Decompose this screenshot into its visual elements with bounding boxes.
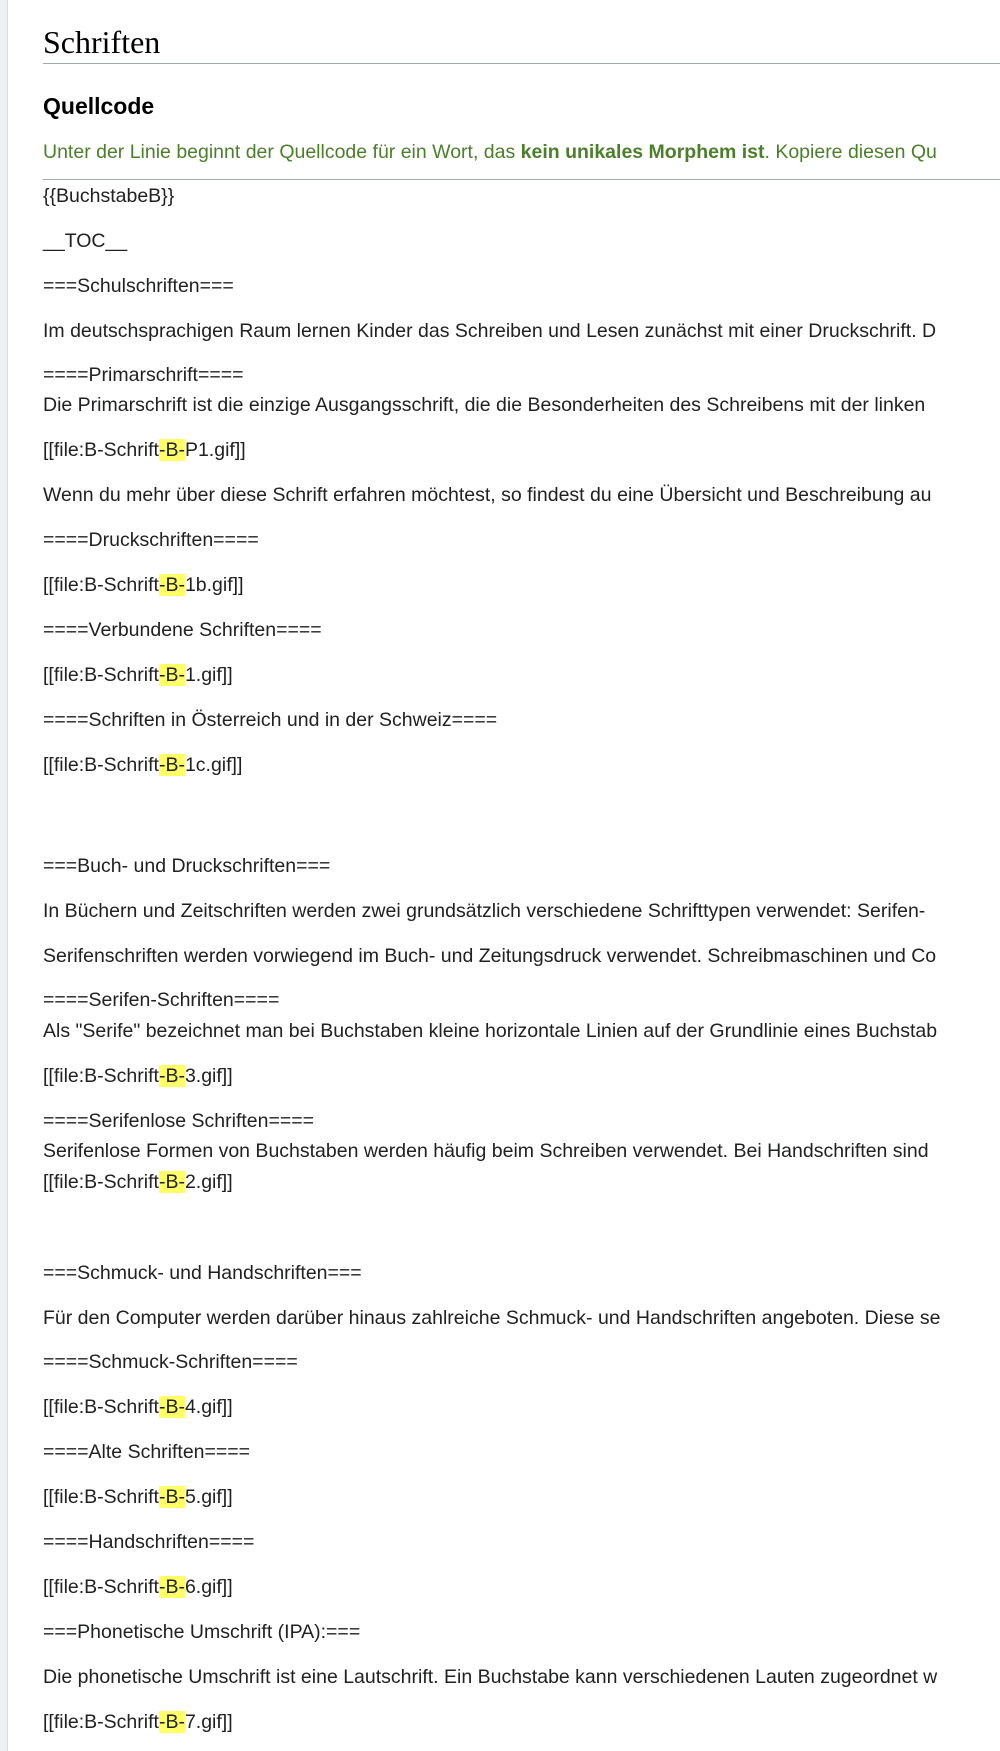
file-link-line [43, 1063, 233, 1089]
file-link-line [43, 1169, 233, 1195]
source-line: In Büchern und Zeitschriften werden zwei grundsätzlich verschiedene Schrifttypen verwendet: Serifen- [43, 900, 926, 922]
file-link-suffix: 1c.gif]] [184, 754, 243, 776]
notice-text-start: Unter der Linie beginnt der Quellcode für ein Wort, das [43, 141, 521, 163]
file-link-prefix: [[file:B-Schrift [43, 754, 159, 776]
source-line: Als "Serife" bezeichnet man bei Buchstaben kleine horizontale Linien auf der Grundlinie eines Buchstab [43, 1020, 938, 1042]
source-line: ====Handschriften==== [43, 1531, 255, 1553]
file-link-line [43, 572, 244, 598]
source-line: Im deutschsprachigen Raum lernen Kinder das Schreiben und Lesen zunächst mit einer Druckschrift. D [43, 320, 937, 342]
file-link-suffix: 2.gif]] [184, 1171, 233, 1193]
file-link-line [43, 437, 246, 463]
source-line: ===Phonetische Umschrift (IPA):=== [43, 1621, 361, 1643]
file-link-prefix: [[file:B-Schrift [43, 1171, 159, 1193]
search-highlight: -B- [158, 754, 185, 776]
search-highlight: -B- [158, 1711, 185, 1733]
file-link-suffix: P1.gif]] [184, 439, 246, 461]
source-line: ====Serifen-Schriften==== [43, 989, 280, 1011]
file-link-suffix: 6.gif]] [184, 1576, 233, 1598]
file-link-suffix: 7.gif]] [184, 1711, 233, 1733]
file-link-line [43, 1394, 233, 1420]
source-line: ====Schmuck-Schriften==== [43, 1351, 298, 1373]
subsection-heading: Quellcode [43, 93, 155, 119]
file-link-prefix: [[file:B-Schrift [43, 664, 159, 686]
file-link-prefix: [[file:B-Schrift [43, 1396, 159, 1418]
page-left-edge [0, 0, 8, 1751]
notice-text-end: . Kopiere diesen Qu [764, 141, 937, 163]
file-link-prefix: [[file:B-Schrift [43, 1576, 159, 1598]
source-line: ====Schriften in Österreich und in der Schweiz==== [43, 709, 498, 731]
source-line: Wenn du mehr über diese Schrift erfahren möchtest, so findest du eine Übersicht und Beschreibung au [43, 484, 932, 506]
file-link-prefix: [[file:B-Schrift [43, 1486, 159, 1508]
file-link-suffix: 4.gif]] [184, 1396, 233, 1418]
source-line: ===Schulschriften=== [43, 275, 234, 297]
source-line: ====Verbundene Schriften==== [43, 619, 322, 641]
search-highlight: -B- [158, 664, 185, 686]
search-highlight: -B- [158, 1065, 185, 1087]
search-highlight: -B- [158, 1171, 185, 1193]
source-line: {{BuchstabeB}} [43, 185, 175, 207]
search-highlight: -B- [158, 1576, 185, 1598]
file-link-line [43, 1574, 233, 1600]
source-line: Die phonetische Umschrift ist eine Lautschrift. Ein Buchstabe kann verschiedenen Lauten zugeordnet w [43, 1666, 938, 1688]
source-line: __TOC__ [43, 230, 128, 252]
file-link-prefix: [[file:B-Schrift [43, 574, 159, 596]
file-link-line [43, 662, 233, 688]
source-line: Serifenlose Formen von Buchstaben werden häufig beim Schreiben verwendet. Bei Handschriften sind [43, 1140, 929, 1162]
source-line: Für den Computer werden darüber hinaus zahlreiche Schmuck- und Handschriften angeboten. Diese se [43, 1307, 941, 1329]
source-line: Die Primarschrift ist die einzige Ausgangsschrift, die die Besonderheiten des Schreibens mit der linken [43, 394, 926, 416]
source-line: ====Primarschrift==== [43, 364, 244, 386]
file-link-line [43, 1484, 233, 1510]
file-link-prefix: [[file:B-Schrift [43, 439, 159, 461]
source-line: ====Serifenlose Schriften==== [43, 1110, 315, 1132]
search-highlight: -B- [158, 1486, 185, 1508]
file-link-line [43, 1709, 233, 1735]
source-line: ===Schmuck- und Handschriften=== [43, 1262, 362, 1284]
source-line: ===Buch- und Druckschriften=== [43, 855, 331, 877]
source-line: ====Druckschriften==== [43, 529, 259, 551]
file-link-prefix: [[file:B-Schrift [43, 1711, 159, 1733]
section-heading: Schriften [43, 0, 1000, 64]
search-highlight: -B- [158, 1396, 185, 1418]
source-line: ====Alte Schriften==== [43, 1441, 251, 1463]
file-link-suffix: 1b.gif]] [184, 574, 244, 596]
separator-line [43, 179, 1000, 180]
search-highlight: -B- [158, 574, 185, 596]
source-line: Serifenschriften werden vorwiegend im Buch- und Zeitungsdruck verwendet. Schreibmaschinen und Co [43, 945, 937, 967]
file-link-line [43, 752, 242, 778]
file-link-suffix: 3.gif]] [184, 1065, 233, 1087]
article-content [43, 0, 1000, 1733]
file-link-prefix: [[file:B-Schrift [43, 1065, 159, 1087]
file-link-suffix: 5.gif]] [184, 1486, 233, 1508]
source-code-notice [43, 138, 937, 166]
search-highlight: -B- [158, 439, 185, 461]
file-link-suffix: 1.gif]] [184, 664, 233, 686]
notice-bold-text: kein unikales Morphem ist [520, 141, 765, 163]
